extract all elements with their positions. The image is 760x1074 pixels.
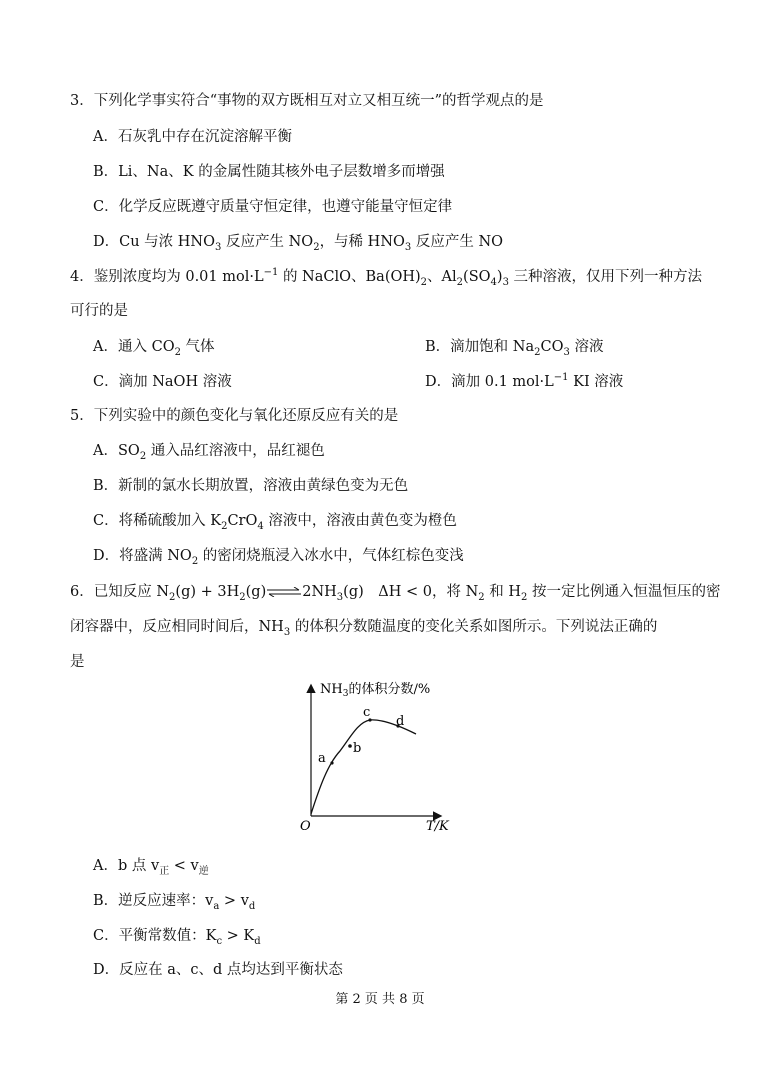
question-4-option-c: C．滴加 NaOH 溶液 xyxy=(93,374,232,390)
question-4-stem-line1: 4．鉴别浓度均为 0.01 $mol\cdot L^{-1}$ 的 NaClO、$Ba(OH)_2$、$Al_2(SO_4)_3$ 三种溶液，仅用下列一种方法 xyxy=(70,267,703,288)
question-6-stem-line2: 闭容器中，反应相同时间后，$NH_3$ 的体积分数随温度的变化关系如图所示。下列说法正确的 xyxy=(70,619,658,638)
question-3-stem: 3．下列化学事实符合“事物的双方既相互对立又相互统一”的哲学观点的是 xyxy=(70,93,544,109)
question-3-option-c: C．化学反应既遵守质量守恒定律，也遵守能量守恒定律 xyxy=(93,199,453,215)
question-6-option-a: A．b 点 $v_正 < v_逆$ xyxy=(93,858,209,877)
question-6-option-d: D．反应在 a、c、d 点均达到平衡状态 xyxy=(93,962,343,978)
point-d-label: d xyxy=(396,714,405,729)
question-5-option-a: A．$SO_2$ 通入品红溶液中，品红褪色 xyxy=(93,443,325,462)
nh3-volume-fraction-chart xyxy=(290,676,460,836)
question-6-stem-line3: 是 xyxy=(70,654,85,670)
point-b-marker xyxy=(348,744,352,748)
question-3-option-a: A．石灰乳中存在沉淀溶解平衡 xyxy=(93,129,292,145)
y-axis-label: $NH_3$的体积分数/% xyxy=(320,682,431,699)
question-6-stem-line1: 6．已知反应 $N_2(g) + 3H_2(g)$ $2NH_3(g)$ ΔH < 0，将 $N_2$ 和 $H_2$ 按一定比例通入恒温恒压的密 xyxy=(70,584,721,603)
point-c-label: c xyxy=(363,705,371,720)
point-b-label: b xyxy=(353,741,362,756)
question-4-option-b: B．滴加饱和 $Na_2CO_3$ 溶液 xyxy=(425,339,604,358)
nh3-curve xyxy=(311,720,416,814)
question-4-option-a: A．通入 $CO_2$ 气体 xyxy=(93,339,215,358)
x-axis-label: T/K xyxy=(426,819,449,834)
question-3-option-d: D．Cu 与浓 $HNO_3$ 反应产生 $NO_2$，与稀 $HNO_3$ 反应产生 NO xyxy=(93,234,504,253)
question-5-option-c: C．将稀硫酸加入 $K_2CrO_4$ 溶液中，溶液由黄色变为橙色 xyxy=(93,513,457,532)
equilibrium-arrow-icon xyxy=(266,587,302,597)
page-footer: 第 2 页 共 8 页 xyxy=(335,992,425,1007)
point-a-marker xyxy=(330,761,333,764)
question-4-stem-line2: 可行的是 xyxy=(70,303,128,319)
point-a-label: a xyxy=(318,751,326,766)
question-6-option-b: B．逆反应速率：$v_a > v_d$ xyxy=(93,893,256,912)
question-5-stem: 5．下列实验中的颜色变化与氧化还原反应有关的是 xyxy=(70,408,399,424)
question-5-option-d: D．将盛满 $NO_2$ 的密闭烧瓶浸入冰水中，气体红棕色变浅 xyxy=(93,548,464,567)
question-3-option-b: B．Li、Na、K 的金属性随其核外电子层数增多而增强 xyxy=(93,164,445,180)
origin-label: O xyxy=(300,819,311,834)
question-6-option-c: C．平衡常数值：$K_c > K_d$ xyxy=(93,928,261,947)
question-5-option-b: B．新制的氯水长期放置，溶液由黄绿色变为无色 xyxy=(93,478,409,494)
question-4-option-d: D．滴加 0.1 $mol\cdot L^{-1}$ KI 溶液 xyxy=(425,372,624,390)
